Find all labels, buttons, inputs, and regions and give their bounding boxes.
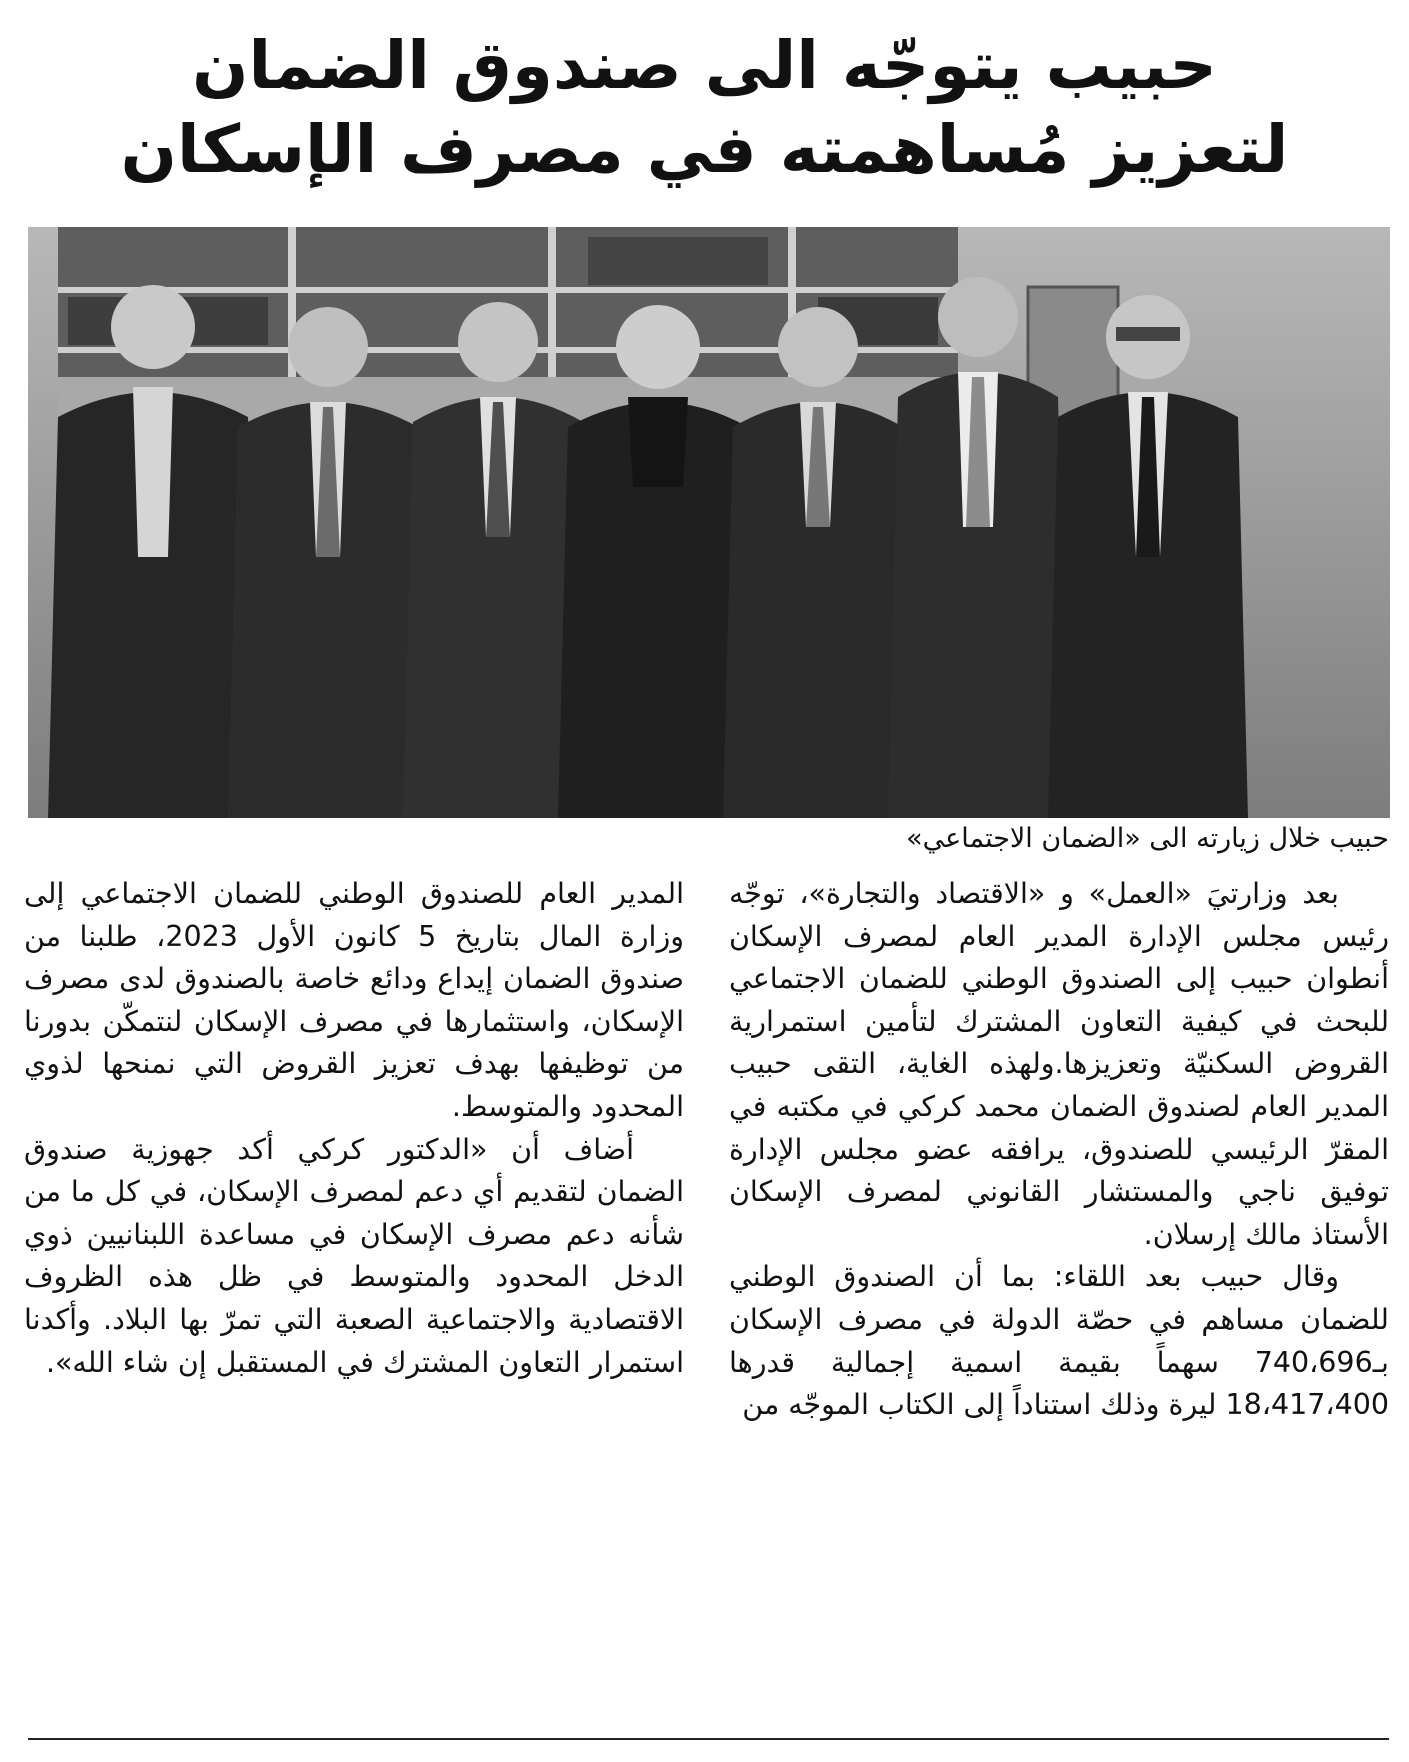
- group-photo: [28, 227, 1390, 818]
- article-column-right: [729, 873, 1389, 1427]
- group-photo-icon: [28, 227, 1390, 818]
- headline-line-2: لتعزيز مُساهمته في مصرف الإسكان: [120, 111, 1289, 188]
- article-paragraph: أضاف أن «الدكتور كركي أكد جهوزية صندوق الضمان لتقديم أي دعم لمصرف الإسكان، في كل ما من شأنه دعم مصرف الإسكان في مساعدة اللبنانيين ذوي الدخل المحدود والمتوسط في ظل هذه الظروف الاقتصادية والاجتماعية الصعبة التي تمرّ بها البلاد. وأكدنا استمرار التعاون المشترك في المستقبل إن شاء الله».: [24, 1132, 684, 1379]
- headline-line-1: حبيب يتوجّه الى صندوق الضمان: [192, 27, 1217, 104]
- article-paragraph: بعد وزارتيَ «العمل» و «الاقتصاد والتجارة»، توجّه رئيس مجلس الإدارة المدير العام لمصرف الإسكان أنطوان حبيب إلى الصندوق الوطني للضمان الاجتماعي للبحث في كيفية التعاون المشترك لتأمين استمرارية القروض السكنيّة وتعزيزها.ولهذه الغاية، التقى حبيب المدير العام لصندوق الضمان محمد كركي في مكتبه في المقرّ الرئيسي للصندوق، يرافقه عضو مجلس الإدارة توفيق ناجي والمستشار القانوني لمصرف الإسكان الأستاذ مالك إرسلان.: [729, 877, 1389, 1251]
- article-paragraph: المدير العام للصندوق الوطني للضمان الاجتماعي إلى وزارة المال بتاريخ 5 كانون الأول 2023، طلبنا من صندوق الضمان إيداع ودائع خاصة بالصندوق لدى مصرف الإسكان، واستثمارها في مصرف الإسكان لنتمكّن بدورنا من توظيفها بهدف تعزيز القروض التي نمنحها لذوي المحدود والمتوسط.: [24, 877, 684, 1123]
- photo-caption: حبيب خلال زيارته الى «الضمان الاجتماعي»: [906, 823, 1389, 854]
- article-paragraph: وقال حبيب بعد اللقاء: بما أن الصندوق الوطني للضمان مساهم في حصّة الدولة في مصرف الإسكان بـ740،696 سهماً بقيمة اسمية إجمالية قدرها 18،417،400 ليرة وذلك استناداً إلى الكتاب الموجّه من: [729, 1260, 1389, 1422]
- divider: [28, 1738, 1389, 1740]
- article-column-left: [24, 873, 684, 1384]
